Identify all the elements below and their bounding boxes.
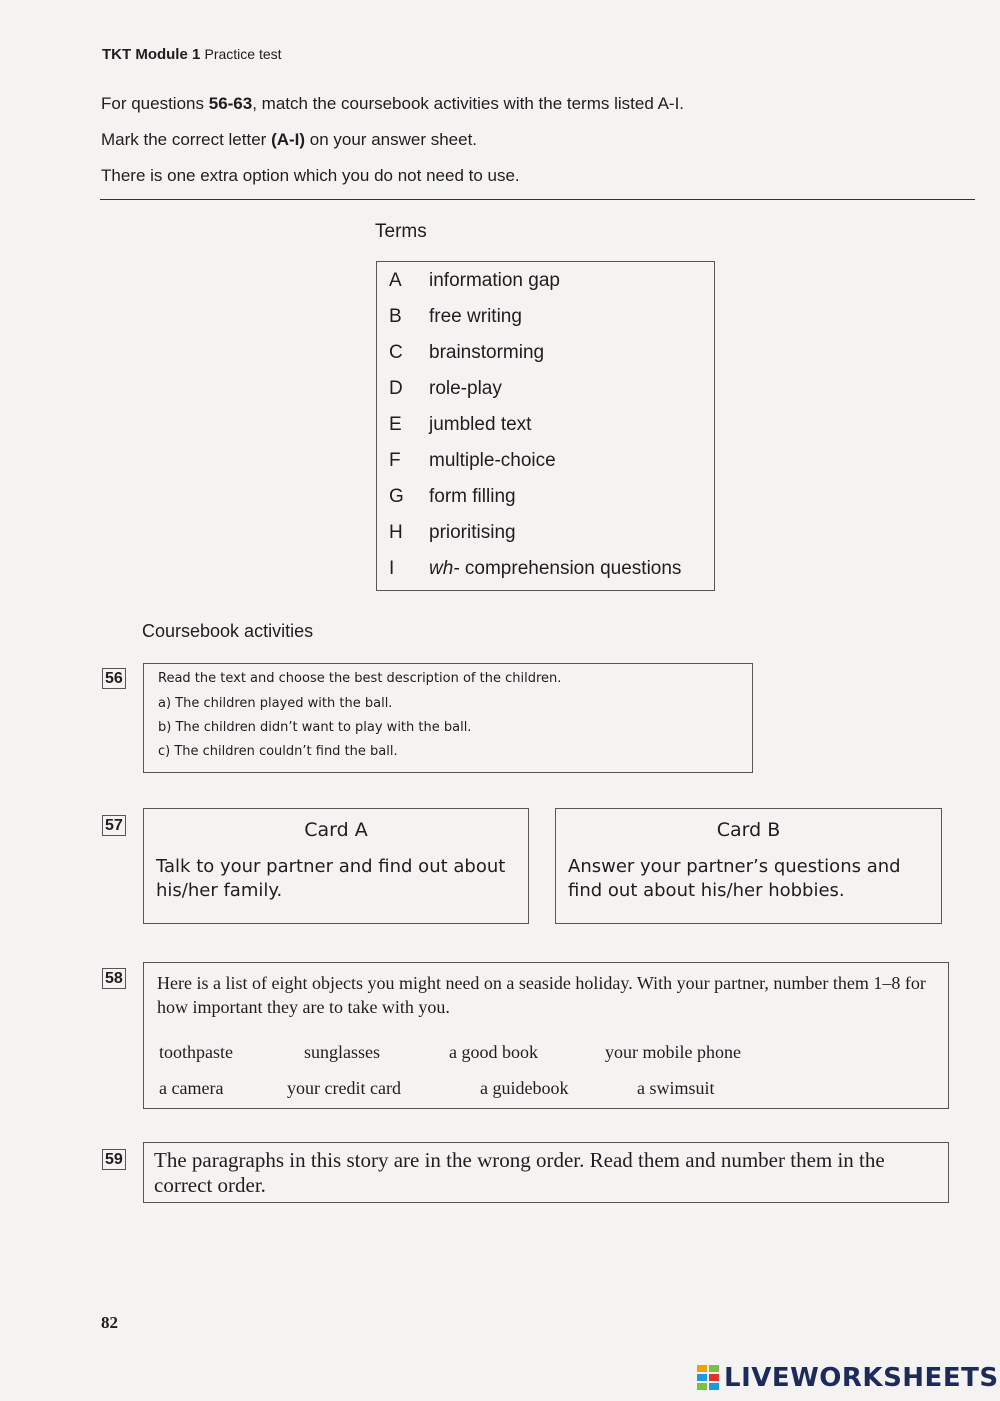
watermark-text: LIVEWORKSHEETS <box>724 1363 999 1393</box>
term-g: G form filling <box>389 486 516 507</box>
liveworksheets-watermark <box>697 1362 999 1394</box>
activity-56-line: a) The children played with the ball. <box>158 696 393 711</box>
term-e: E jumbled text <box>389 414 532 435</box>
list-item: a good book <box>449 1042 538 1062</box>
list-item: toothpaste <box>159 1042 233 1062</box>
term-i: I wh- comprehension questions <box>389 558 682 579</box>
question-number-58: 58 <box>102 968 126 989</box>
list-item: sunglasses <box>304 1042 380 1062</box>
page-number: 82 <box>101 1313 118 1332</box>
instruction-line-1: For questions 56-63, match the coursebook activities with the terms listed A-I. <box>101 94 685 113</box>
question-number-57: 57 <box>102 815 126 836</box>
terms-list <box>376 261 715 591</box>
instruction-line-2: Mark the correct letter (A-I) on your answer sheet. <box>101 130 478 149</box>
card-a-title: Card A <box>304 819 368 841</box>
term-a: A information gap <box>389 270 560 291</box>
card-a-text: Talk to your partner and find out about his/her family. <box>156 856 506 901</box>
question-number-56: 56 <box>102 668 126 689</box>
terms-title: Terms <box>375 221 427 242</box>
term-b: B free writing <box>389 306 522 327</box>
activity-59 <box>143 1142 949 1203</box>
list-item: a camera <box>159 1078 224 1098</box>
instruction-line-3: There is one extra option which you do not need to use. <box>101 166 520 185</box>
card-b-title: Card B <box>716 819 781 841</box>
activity-58 <box>143 962 949 1109</box>
divider <box>100 199 975 200</box>
activity-56-line: Read the text and choose the best description of the children. <box>158 671 562 686</box>
list-item: a swimsuit <box>637 1078 715 1098</box>
module-title: TKT Module 1 <box>102 46 201 63</box>
term-c: C brainstorming <box>389 342 545 363</box>
activities-title: Coursebook activities <box>142 621 314 641</box>
activity-58-text: Here is a list of eight objects you might need on a seaside holiday. With your partner, number them 1–8 for how important they are to take with you. <box>157 973 926 1017</box>
activity-56-line: b) The children didn’t want to play with the ball. <box>158 720 472 735</box>
liveworksheets-logo-icon <box>697 1365 721 1391</box>
card-a <box>143 808 529 924</box>
question-number-59: 59 <box>102 1149 126 1170</box>
card-b-text: Answer your partner’s questions and find out about his/her hobbies. <box>568 856 901 901</box>
list-item: your credit card <box>287 1078 401 1098</box>
list-item: a guidebook <box>480 1078 569 1098</box>
activity-59-text: The paragraphs in this story are in the wrong order. Read them and number them in the correct order. <box>154 1148 885 1197</box>
activity-56 <box>143 663 753 773</box>
page-header <box>102 46 282 63</box>
term-f: F multiple-choice <box>389 450 556 471</box>
card-b <box>555 808 942 924</box>
list-item: your mobile phone <box>605 1042 741 1062</box>
term-d: D role-play <box>389 378 502 399</box>
module-subtitle: Practice test <box>204 46 282 62</box>
activity-56-line: c) The children couldn’t find the ball. <box>158 744 398 759</box>
term-h: H prioritising <box>389 522 516 543</box>
